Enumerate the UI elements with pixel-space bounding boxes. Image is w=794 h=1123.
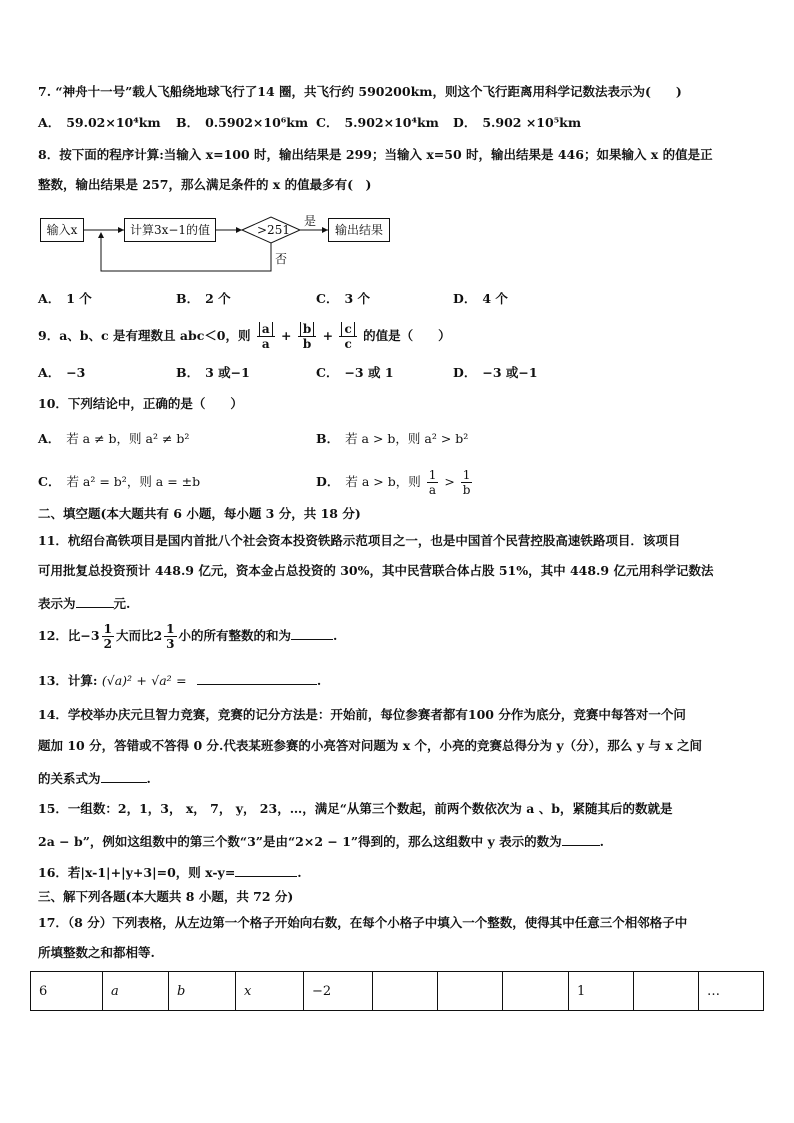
q10-option-d[interactable] — [316, 465, 474, 499]
line-text: 的关系式为 — [38, 771, 101, 786]
question-15-line2 — [38, 831, 604, 851]
option-text: −3 — [66, 365, 86, 380]
q12-fraction-1 — [102, 622, 114, 651]
flowchart-condition: >251 — [257, 223, 290, 237]
d-fraction-1 — [427, 468, 439, 497]
question-8-line1: 8．按下面的程序计算:当输入 x=100 时，输出结果是 299；当输入 x=50 时，输出结果是 446；如果输入 x 的值是正 — [38, 147, 713, 162]
flowchart-compute-box: 计算3x−1的值 — [124, 218, 216, 242]
option-text: −3 或 1 — [344, 365, 394, 380]
question-14-line3 — [38, 768, 151, 788]
fraction-denominator: b — [302, 337, 312, 351]
answer-blank[interactable] — [101, 768, 147, 783]
mixed-number-whole: 2 — [153, 628, 163, 643]
fraction-denominator: 2 — [103, 637, 112, 651]
q9-fraction-c — [339, 322, 356, 351]
question-8-line2: 整数，输出结果是 257，那么满足条件的 x 的值最多有( ) — [38, 177, 372, 192]
q8-option-c[interactable] — [316, 290, 370, 308]
q12-pre: 12．比 — [38, 628, 81, 643]
question-17-line1: 17．（8 分）下列表格，从左边第一个格子开始向右数，在每个小格子中填入一个整数，使得其中任意三个相邻格子中 — [38, 915, 688, 930]
grid-cell[interactable]: … — [699, 972, 764, 1011]
option-text: 若 a ≠ b，则 a² ≠ b² — [66, 431, 190, 446]
q10-option-c[interactable] — [38, 473, 200, 491]
fraction-numerator: 1 — [166, 622, 175, 636]
fraction-numerator: 1 — [461, 468, 473, 483]
flowchart-yes-label: 是 — [304, 214, 317, 228]
grid-cell[interactable]: −2 — [304, 972, 373, 1011]
q9-suffix: 的值是（ ） — [363, 328, 451, 343]
question-11-line1: 11．杭绍台高铁项目是国内首批八个社会资本投资铁路示范项目之一，也是中国首个民营控股高速铁路项目．该项目 — [38, 533, 681, 548]
line-text: 16．若|x-1|+|y+3|=0，则 x-y= — [38, 865, 236, 880]
option-label: A． — [38, 115, 61, 130]
fraction-numerator: b — [300, 322, 314, 336]
q12-end: . — [333, 628, 338, 643]
answer-blank[interactable] — [291, 625, 333, 640]
question-14-line1: 14．学校举办庆元旦智力竞赛，竞赛的记分方法是：开始前，每位参赛者都有100 分作为底分，竞赛中每答对一个问 — [38, 707, 686, 722]
grid-cell[interactable]: b — [169, 972, 236, 1011]
q9-option-b[interactable] — [176, 364, 250, 382]
plus-sign: + — [136, 673, 147, 688]
equals-sign: = — [176, 673, 187, 688]
line-text: . — [146, 771, 151, 786]
option-text: 4 个 — [482, 291, 508, 306]
q10-option-a[interactable] — [38, 430, 189, 448]
option-label: C． — [38, 474, 61, 489]
q13-end: . — [316, 673, 322, 688]
grid-cell[interactable] — [634, 972, 699, 1011]
option-text: 3 或−1 — [205, 365, 250, 380]
flowchart-input-box: 输入x — [40, 218, 84, 242]
q13-expr2: √a² — [151, 673, 172, 688]
d-fraction-2 — [461, 468, 473, 497]
q12-fraction-2 — [164, 622, 176, 651]
answer-blank[interactable] — [76, 593, 114, 608]
line-text: 表示为 — [38, 596, 76, 611]
option-text: 1 个 — [66, 291, 92, 306]
question-16-text — [38, 862, 302, 882]
grid-cell[interactable] — [438, 972, 503, 1011]
grid-cell[interactable]: 1 — [569, 972, 634, 1011]
option-label: A． — [38, 291, 61, 306]
q8-option-a[interactable] — [38, 290, 92, 308]
option-text: 3 个 — [344, 291, 371, 306]
q12-mid: 大而比 — [115, 628, 154, 643]
table-row — [31, 972, 764, 1011]
question-11-line3 — [38, 593, 130, 613]
option-label: C． — [316, 115, 339, 130]
line-text: . — [297, 865, 302, 880]
flowchart-no-label: 否 — [275, 252, 288, 266]
option-label: B． — [176, 365, 200, 380]
option-label: C． — [316, 365, 339, 380]
line-text: 元. — [113, 596, 131, 611]
q9-option-a[interactable] — [38, 364, 85, 382]
q9-option-c[interactable] — [316, 364, 394, 382]
q9-prefix: 9．a、b、c 是有理数且 abc＜0，则 — [38, 328, 251, 343]
flowchart-output-box: 输出结果 — [328, 218, 390, 242]
option-text: 2 个 — [205, 291, 231, 306]
q8-option-d[interactable] — [453, 290, 508, 308]
q8-option-b[interactable] — [176, 290, 231, 308]
question-10-text: 10．下列结论中，正确的是（ ） — [38, 396, 243, 411]
question-12-text — [38, 621, 337, 651]
question-15-line1: 15．一组数：2，1，3， x， 7， y， 23，…，满足“从第三个数起，前两个数依次为 a 、b，紧随其后的数就是 — [38, 801, 673, 816]
number-grid-table — [30, 971, 764, 1011]
option-text: 0.5902×10⁶km — [205, 115, 309, 130]
fraction-denominator: c — [344, 337, 352, 351]
option-text: 5.902×10⁴km — [344, 115, 439, 130]
section-2-heading: 二、填空题(本大题共有 6 小题，每小题 3 分，共 18 分) — [38, 506, 361, 521]
question-13-text — [38, 670, 321, 690]
q13-pre: 13．计算: — [38, 673, 98, 688]
option-label: D． — [453, 291, 477, 306]
line-text: 2a − b”，例如这组数中的第三个数“3”是由“2×2 − 1”得到的，那么这组数中 y 表示的数为 — [38, 834, 562, 849]
grid-cell[interactable] — [373, 972, 438, 1011]
fraction-numerator: 1 — [428, 468, 437, 482]
option-text: 若 a² = b²，则 a = ±b — [66, 474, 201, 489]
grid-cell[interactable]: x — [236, 972, 304, 1011]
option-label: A． — [38, 365, 61, 380]
grid-cell[interactable]: a — [103, 972, 169, 1011]
option-text: −3 或−1 — [482, 365, 538, 380]
q13-expr1: (√a)² — [101, 673, 133, 688]
fraction-denominator: a — [428, 483, 437, 497]
option-label: D． — [453, 115, 477, 130]
grid-cell[interactable]: 6 — [31, 972, 103, 1011]
option-text: 若 a > b，则 a² > b² — [345, 431, 469, 446]
q9-option-d[interactable] — [453, 364, 538, 382]
question-11-line2: 可用批复总投资预计 448.9 亿元，资本金占总投资的 30%，其中民营联合体占股 51%，其中 448.9 亿元用科学记数法 — [38, 563, 714, 578]
answer-blank[interactable] — [197, 670, 317, 685]
answer-blank[interactable] — [235, 862, 297, 877]
answer-blank[interactable] — [562, 831, 600, 846]
option-text: 若 a > b，则 — [345, 474, 421, 489]
fraction-numerator: 1 — [103, 622, 112, 636]
section-3-heading: 三、解下列各题(本大题共 8 小题，共 72 分) — [38, 889, 294, 904]
option-label: B． — [176, 291, 200, 306]
fraction-numerator: a — [259, 322, 273, 336]
flowchart-connectors — [0, 0, 794, 290]
option-label: D． — [316, 474, 340, 489]
greater-sign: > — [444, 474, 455, 489]
question-17-line2: 所填整数之和都相等. — [38, 945, 155, 960]
grid-cell[interactable] — [503, 972, 569, 1011]
q12-post: 小的所有整数的和为 — [178, 628, 292, 643]
mixed-number-whole: −3 — [80, 628, 100, 643]
option-label: A． — [38, 431, 61, 446]
option-text: 5.902 ×10⁵km — [482, 115, 582, 130]
fraction-numerator: c — [341, 322, 354, 336]
option-label: D． — [453, 365, 477, 380]
plus-sign: + — [322, 328, 334, 343]
line-text: . — [599, 834, 604, 849]
option-label: B． — [176, 115, 200, 130]
option-label: C． — [316, 291, 339, 306]
question-9-text — [38, 322, 451, 351]
fraction-denominator: a — [261, 337, 270, 351]
fraction-denominator: 3 — [166, 637, 175, 651]
q9-fraction-b — [298, 322, 316, 351]
q10-option-b[interactable] — [316, 430, 468, 448]
option-label: B． — [316, 431, 340, 446]
option-text: 59.02×10⁴km — [66, 115, 161, 130]
plus-sign: + — [281, 328, 292, 343]
question-7-text: 7. “神舟十一号”载人飞船绕地球飞行了14 圈，共飞行约 590200km，则这个飞行距离用科学记数法表示为( ) — [38, 84, 682, 99]
question-14-line2: 题加 10 分，答错或不答得 0 分.代表某班参赛的小亮答对问题为 x 个，小亮的竞赛总得分为 y（分），那么 y 与 x 之间 — [38, 738, 702, 753]
fraction-denominator: b — [462, 483, 471, 497]
q9-fraction-a — [257, 322, 275, 351]
